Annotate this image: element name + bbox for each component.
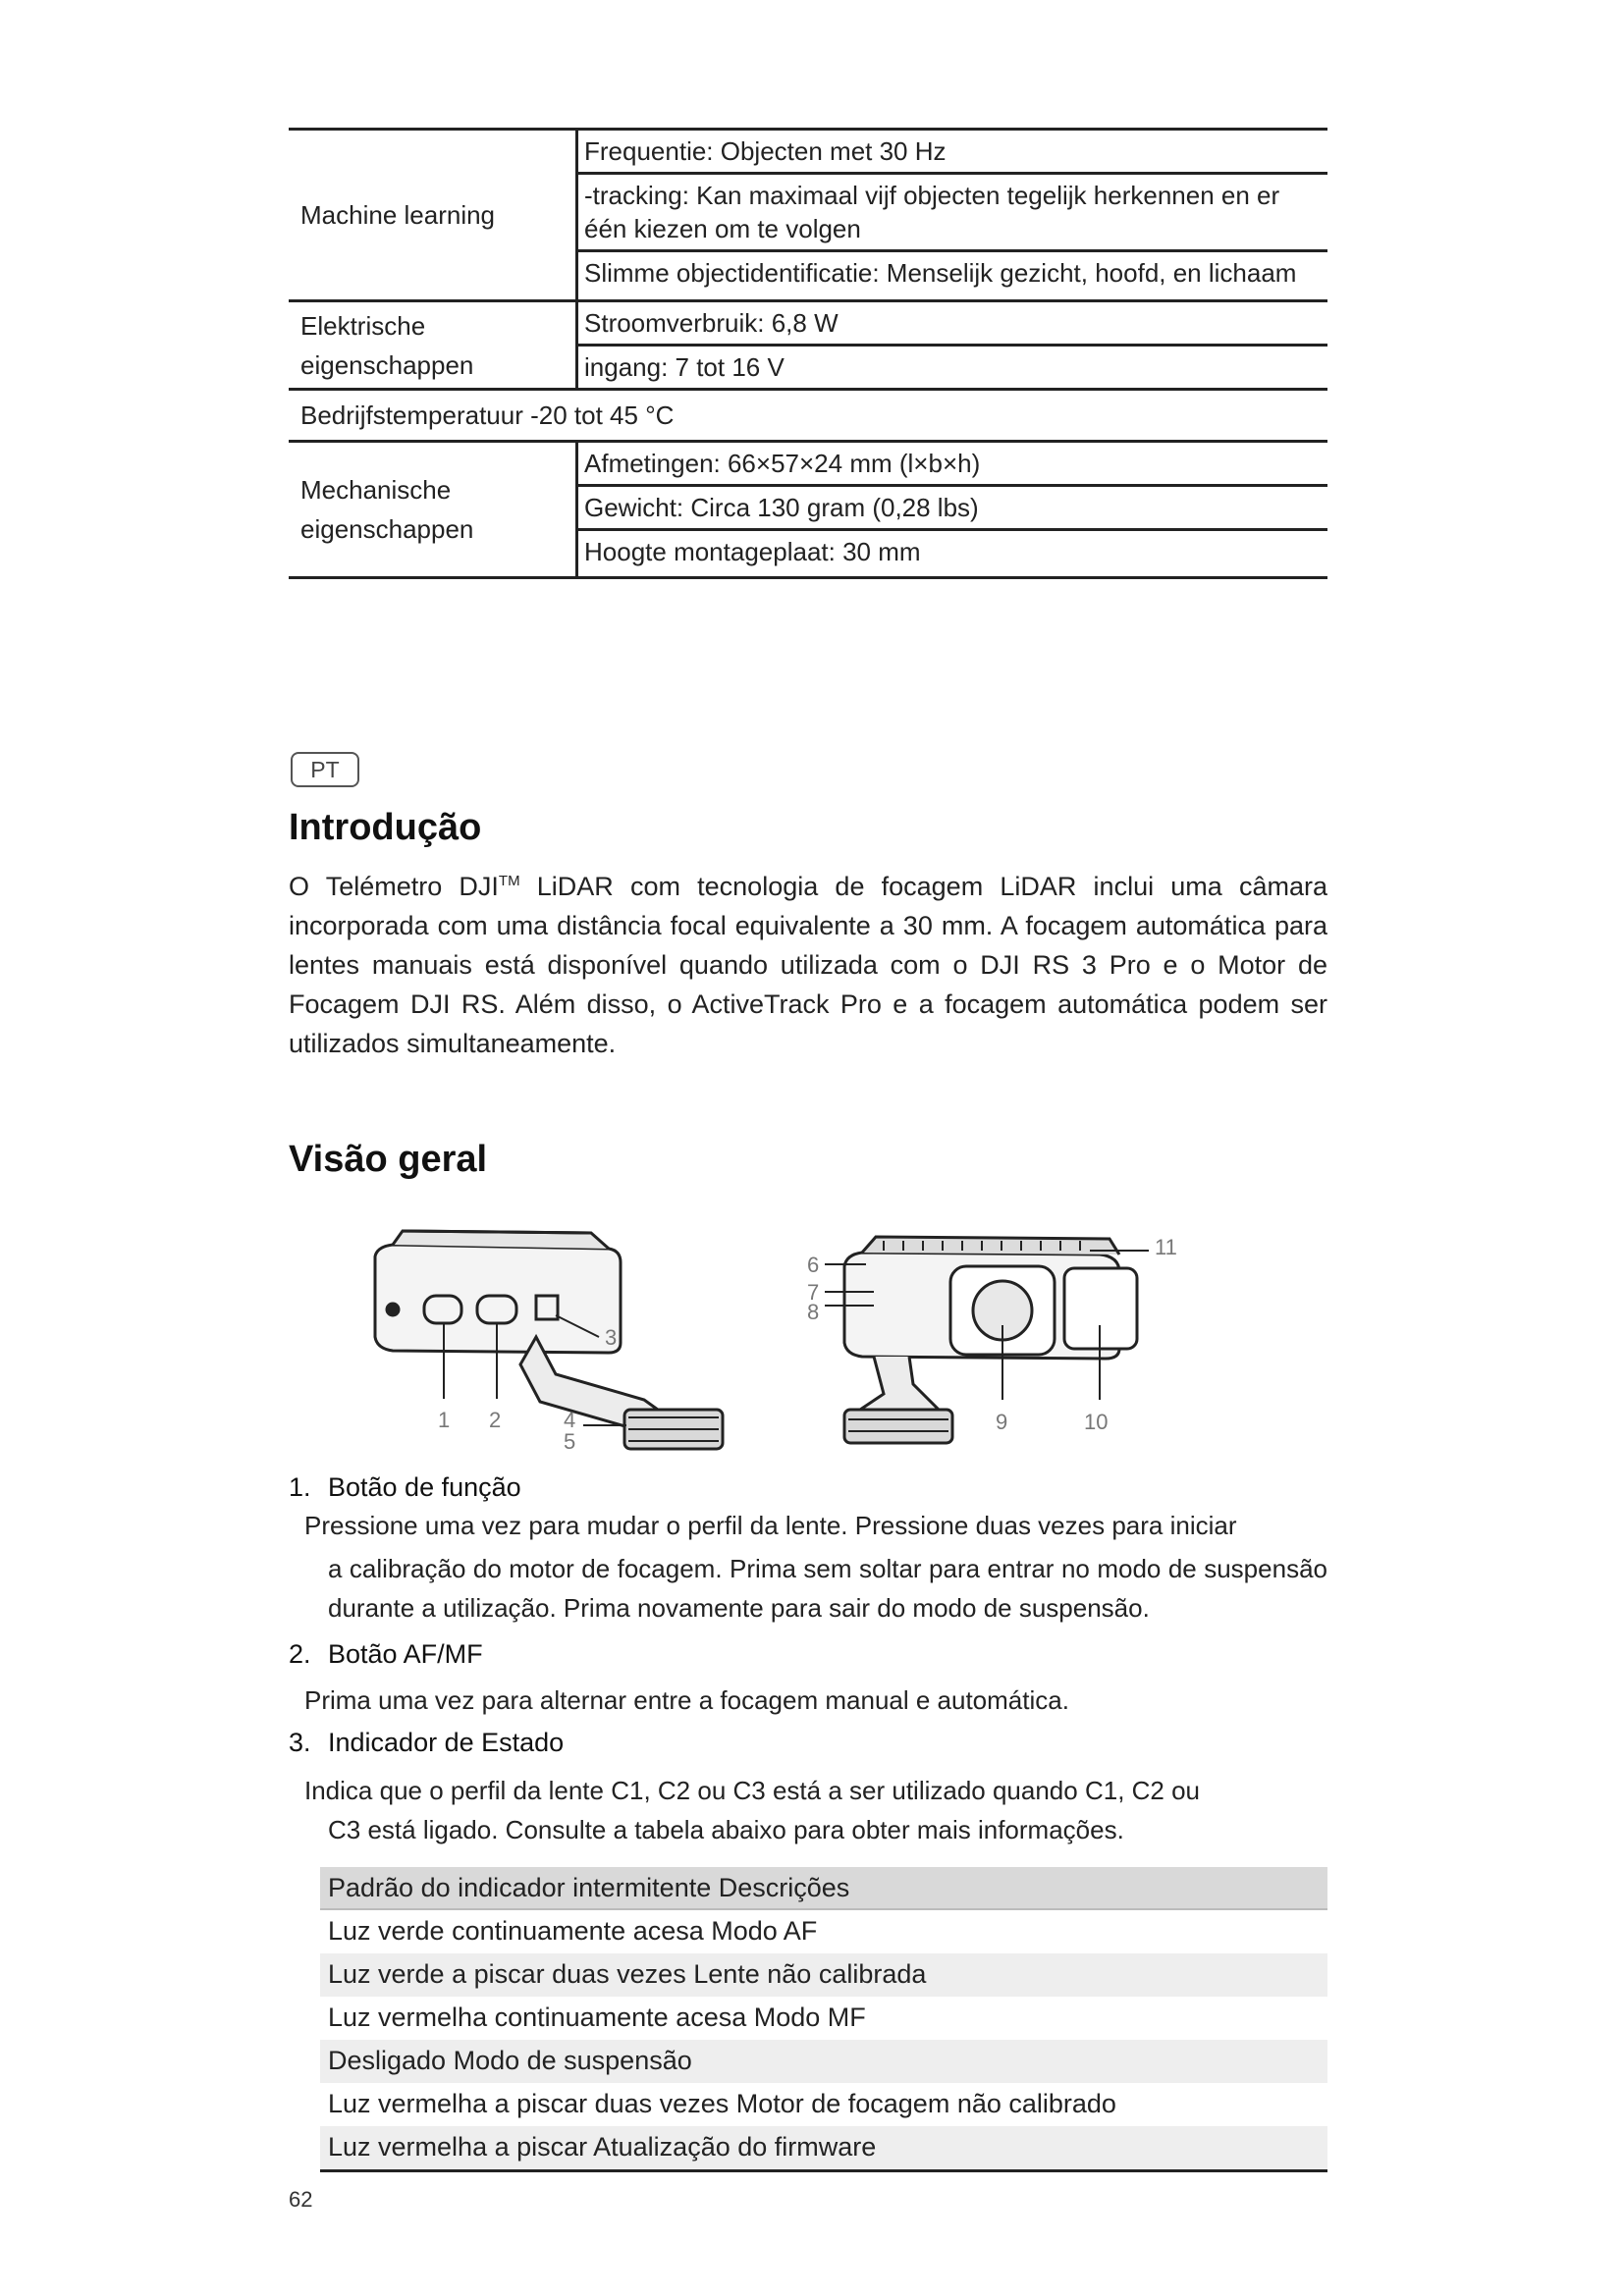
list-item-title	[289, 1472, 521, 1503]
page-number: 62	[289, 2187, 313, 2212]
spec-value: Stroomverbruik: 6,8 W	[578, 302, 1327, 347]
status-table-row: Luz vermelha a piscar duas vezes Motor de focagem não calibrado	[328, 2089, 1116, 2118]
list-item-heading: Indicador de Estado	[328, 1728, 565, 1757]
callout-label: 11	[1155, 1235, 1177, 1259]
spec-label: Elektrische eigenschappen	[300, 310, 474, 380]
spec-value: Frequentie: Objecten met 30 Hz	[578, 131, 1327, 175]
spec-row-machine-learning	[289, 128, 1327, 302]
callout-label: 4	[564, 1408, 576, 1432]
spec-label: Machine learning	[300, 200, 496, 230]
list-item-text: Indica que o perfil da lente C1, C2 ou C3 está a ser utilizado quando C1, C2 ou	[304, 1776, 1201, 1805]
list-item-heading: Botão AF/MF	[328, 1639, 483, 1669]
list-item-heading: Botão de função	[328, 1472, 521, 1502]
spec-value: ingang: 7 tot 16 V	[584, 352, 785, 382]
spec-value: Slimme objectidentificatie: Menselijk gezicht, hoofd, en lichaam	[584, 258, 1297, 288]
status-table-row: Luz vermelha a piscar Atualização do firmware	[320, 2126, 1327, 2169]
spec-row-electrical	[289, 302, 1327, 391]
spec-row-mechanical	[289, 443, 1327, 579]
spec-value: Hoogte montageplaat: 30 mm	[584, 537, 921, 566]
status-table-row: Luz verde continuamente acesa Modo AF	[328, 1916, 818, 1946]
intro-paragraph	[289, 862, 1327, 1063]
spec-value: Afmetingen: 66×57×24 mm (l×b×h)	[578, 443, 1327, 487]
spec-value: Gewicht: Circa 130 gram (0,28 lbs)	[578, 487, 1327, 531]
callout-label: 9	[996, 1410, 1008, 1434]
callout-label: 7	[807, 1280, 820, 1305]
spec-value: -tracking: Kan maximaal vijf objecten tegelijk herkennen en er één kiezen om te volgen	[578, 175, 1327, 252]
spec-value: -20 tot 45 °C	[530, 400, 675, 430]
status-table-row: Luz verde a piscar duas vezes Lente não calibrada	[320, 1953, 1327, 1997]
list-item-text: a calibração do motor de focagem. Prima sem soltar para entrar no modo de suspensão durante a utilização. Prima novamente para sair do modo de suspensão.	[328, 1554, 1327, 1623]
overview-heading: Visão geral	[289, 1139, 488, 1180]
list-item-number: 2.	[289, 1639, 311, 1669]
list-item-title	[289, 1728, 564, 1758]
intro-text-start: O Telémetro DJI	[289, 872, 499, 901]
status-table-row: Luz vermelha continuamente acesa Modo MF	[328, 2002, 866, 2032]
spec-label: Bedrijfstemperatuur	[300, 400, 523, 430]
spec-table	[289, 128, 1327, 579]
product-overview-figure	[363, 1227, 1247, 1463]
callout-label: 10	[1084, 1410, 1109, 1434]
callout-label: 6	[807, 1253, 820, 1277]
list-item-number: 1.	[289, 1472, 311, 1502]
language-badge: PT	[291, 752, 359, 787]
list-item-title	[289, 1639, 483, 1670]
callout-label: 3	[605, 1325, 618, 1350]
list-item-number: 3.	[289, 1728, 311, 1757]
intro-heading: Introdução	[289, 807, 482, 848]
status-table-row: Desligado Modo de suspensão	[320, 2040, 1327, 2083]
callout-label: 5	[564, 1429, 576, 1454]
status-table-header: Padrão do indicador intermitente Descrições	[320, 1867, 1327, 1910]
spec-label: Mechanische eigenschappen	[300, 475, 474, 544]
list-item-text: Pressione uma vez para mudar o perfil da lente. Pressione duas vezes para iniciar	[304, 1511, 1237, 1540]
table-bottom-rule	[320, 2169, 1327, 2172]
callout-label: 1	[438, 1408, 451, 1432]
list-item-text: C3 está ligado. Consulte a tabela abaixo para obter mais informações.	[328, 1815, 1124, 1844]
callout-label: 8	[807, 1300, 820, 1324]
intro-text-rest: LiDAR com tecnologia de focagem LiDAR inclui uma câmara incorporada com uma distância focal equivalente a 30 mm. A focagem automática para lentes manuais está disponível quando utilizada com o DJI RS 3 Pro e o Motor de Focagem DJI RS. Além disso, o ActiveTrack Pro e a focagem automática podem ser utilizados simultaneamente.	[289, 872, 1327, 1058]
status-indicator-table	[320, 1867, 1327, 2172]
spec-row-temperature	[289, 391, 1327, 443]
trademark-symbol: TM	[498, 873, 520, 889]
callout-label: 2	[489, 1408, 502, 1432]
list-item-text: Prima uma vez para alternar entre a focagem manual e automática.	[304, 1685, 1069, 1715]
